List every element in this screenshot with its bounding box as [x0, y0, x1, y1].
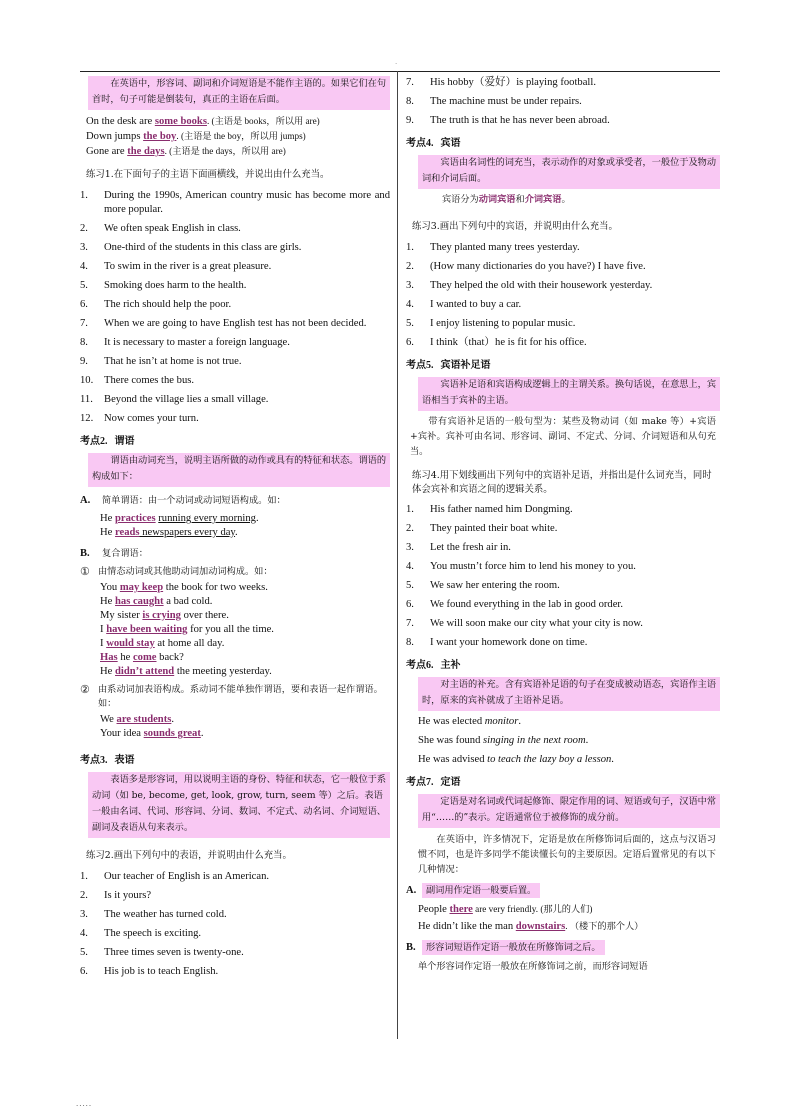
- list-item: 4. The speech is exciting.: [80, 928, 202, 939]
- example-line: We are students.: [100, 714, 175, 725]
- list-item: 6. His job is to teach English.: [80, 966, 219, 977]
- page-footer: .....: [76, 1100, 93, 1108]
- section-7-text: 在英语中，许多情况下，定语是放在所修饰词后面的，这点与汉语习惯不同，也是许多同学不能读懂长句的主要原因。定语后置常见的有以下几种情况：: [418, 834, 716, 875]
- section-7-heading: 考点7. 定语: [406, 777, 461, 788]
- example-line: My sister is crying over there.: [100, 610, 229, 621]
- list-item: 5. Three times seven is twenty-one.: [80, 947, 244, 958]
- section-3-highlight: 表语多是形容词，用以说明主语的身份、特征和状态，它一般位于系动词（如 be, become, get, look, grow, turn, seem 等）之后。表语一般由名词、代词、形容词、分词、数词、不定式、动名词、介词短语、副词及表语从句来表示。: [88, 772, 390, 838]
- list-item: 5. Smoking does harm to the health.: [80, 280, 247, 291]
- practice-3-heading: 练习3.画出下列句中的宾语，并说明由什么充当。: [412, 221, 618, 232]
- example-line: He didn’t attend the meeting yesterday.: [100, 666, 272, 677]
- example-line: She was found singing in the next room.: [418, 735, 589, 746]
- list-item: 2. (How many dictionaries do you have?) I have five.: [406, 261, 646, 272]
- list-item: 1. During the 1990s, American country music has become more and more popular.: [80, 190, 390, 215]
- left-column: [80, 76, 390, 984]
- section-2-b1-examples: [80, 581, 390, 679]
- list-item: 3. The weather has turned cold.: [80, 909, 227, 920]
- list-item: 6. The rich should help the poor.: [80, 299, 232, 310]
- practice-2-list: [80, 870, 390, 979]
- section-6-heading: 考点6. 主补: [406, 660, 461, 671]
- practice-1-list: [80, 189, 390, 426]
- section-5-heading: 考点5. 宾语补足语: [406, 360, 491, 371]
- section-3-heading: 考点3. 表语: [80, 755, 135, 766]
- section-7-a-examples: [406, 902, 720, 934]
- section-2-highlight: 谓语由动词充当，说明主语所做的动作或具有的特征和状态。谓语的构成如下：: [88, 453, 390, 487]
- list-item: 1. His father named him Dongming.: [406, 504, 573, 515]
- list-item: 4. You mustn’t force him to lend his money to you.: [406, 561, 636, 572]
- column-divider: [397, 71, 398, 1039]
- section-5-text: 带有宾语补足语的一般句型为：某些及物动词（如 make 等）+宾语+宾补。宾补可由名词、形容词、副词、不定式、分词、介词短语和从句充当。: [410, 416, 716, 457]
- list-item: 6. I think（that）he is fit for his office.: [406, 337, 587, 348]
- list-item: 11. Beyond the village lies a small village.: [80, 394, 269, 405]
- example-line: He didn’t like the man downstairs. （楼下的那个人）: [418, 921, 644, 932]
- list-item: 3. They helped the old with their housework yesterday.: [406, 280, 653, 291]
- example-line: He reads newspapers every day.: [100, 527, 238, 538]
- list-item: 9. That he isn’t at home is not true.: [80, 356, 242, 367]
- section-7-b-text: 单个形容词作定语一般放在所修饰词之前，而形容词短语: [418, 961, 648, 972]
- list-item: 6. We found everything in the lab in good order.: [406, 599, 624, 610]
- section-2-a-examples: [80, 512, 390, 540]
- list-item: 8. I want your homework done on time.: [406, 637, 588, 648]
- intro-example: Down jumps the boy. (主语是 the boy，所以用 jumps): [86, 131, 306, 142]
- section-7-b: B. 形容词短语作定语一般放在所修饰词之后。: [406, 940, 720, 955]
- section-6-examples: [406, 715, 720, 767]
- practice-2-heading: 练习2.画出下列句中的表语，并说明由什么充当。: [86, 850, 292, 861]
- list-item: 8. The machine must be under repairs.: [406, 96, 582, 107]
- example-line: You may keep the book for two weeks.: [100, 582, 268, 593]
- list-item: 2. We often speak English in class.: [80, 223, 241, 234]
- section-2-heading: 考点2. 谓语: [80, 436, 135, 447]
- intro-examples: [80, 114, 390, 159]
- practice-1-heading: 练习1.在下面句子的主语下面画横线，并说出由什么充当。: [86, 169, 330, 180]
- practice-4-list: [406, 503, 720, 650]
- list-item: 4. To swim in the river is a great pleasure.: [80, 261, 272, 272]
- example-line: He practices running every morning.: [100, 513, 259, 524]
- list-item: 1. Our teacher of English is an American.: [80, 871, 270, 882]
- list-item: 2. Is it yours?: [80, 890, 152, 901]
- example-line: He was advised to teach the lazy boy a lesson.: [418, 754, 614, 765]
- section-5-highlight: 宾语补足语和宾语构成逻辑上的主谓关系。换句话说，在意思上，宾语相当于宾补的主语。: [418, 377, 720, 411]
- list-item: 7. We will soon make our city what your city is now.: [406, 618, 643, 629]
- section-2-b: B. 复合谓语：: [80, 548, 148, 559]
- intro-example: On the desk are some books. (主语是 books，所以用 are): [86, 116, 320, 127]
- intro-highlight: 在英语中，形容词、副词和介词短语是不能作主语的。如果它们在句首时，句子可能是倒装句，真正的主语在后面。: [88, 76, 390, 110]
- intro-example: Gone are the days. (主语是 the days，所以用 are): [86, 146, 286, 157]
- example-line: People there are very friendly. (那儿的人们): [418, 904, 593, 915]
- right-column: [406, 76, 720, 974]
- list-item: 9. The truth is that he has never been abroad.: [406, 115, 610, 126]
- section-4-highlight: 宾语由名词性的词充当，表示动作的对象或承受者，一般位于及物动词和介词后面。: [418, 155, 720, 189]
- practice-2-list-cont: [406, 76, 720, 128]
- practice-3-list: [406, 241, 720, 350]
- section-2-b2: ② 由系动词加表语构成。系动词不能单独作谓语，要和表语一起作谓语。如：: [80, 683, 383, 709]
- list-item: 3. Let the fresh air in.: [406, 542, 511, 553]
- list-item: 3. One-third of the students in this class are girls.: [80, 242, 302, 253]
- list-item: 5. We saw her entering the room.: [406, 580, 560, 591]
- example-line: Has he come back?: [100, 652, 184, 663]
- list-item: 2. They painted their boat white.: [406, 523, 558, 534]
- example-line: I have been waiting for you all the time.: [100, 624, 274, 635]
- list-item: 12. Now comes your turn.: [80, 413, 199, 424]
- example-line: He has caught a bad cold.: [100, 596, 213, 607]
- list-item: 7. His hobby（爱好）is playing football.: [406, 77, 596, 88]
- example-line: Your idea sounds great.: [100, 728, 204, 739]
- example-line: I would stay at home all day.: [100, 638, 225, 649]
- section-2-b2-examples: [80, 713, 390, 741]
- list-item: 5. I enjoy listening to popular music.: [406, 318, 576, 329]
- section-7-highlight: 定语是对名词或代词起修饰、限定作用的词、短语或句子，汉语中常用“……的”表示。定语通常位于被修饰的成分前。: [418, 794, 720, 828]
- list-item: 1. They planted many trees yesterday.: [406, 242, 580, 253]
- page-top-mark: .: [395, 58, 398, 66]
- section-2-a: A. 简单谓语：由一个动词或动词短语构成。如：: [80, 495, 286, 506]
- section-4-heading: 考点4. 宾语: [406, 138, 461, 149]
- section-7-a: A. 副词用作定语一般要后置。: [406, 883, 720, 898]
- list-item: 10. There comes the bus.: [80, 375, 195, 386]
- section-2-b1: ① 由情态动词或其他助动词加动词构成。如：: [80, 565, 273, 578]
- section-4-types: 宾语分为动词宾语和介词宾语。: [442, 194, 571, 205]
- list-item: 4. I wanted to buy a car.: [406, 299, 522, 310]
- practice-4-heading: 练习4.用下划线画出下列句中的宾语补足语，并指出是什么词充当，同时体会宾补和宾语之间的逻辑关系。: [412, 470, 712, 495]
- list-item: 7. When we are going to have English test has not been decided.: [80, 318, 367, 329]
- header-rule: [80, 71, 720, 72]
- list-item: 8. It is necessary to master a foreign language.: [80, 337, 290, 348]
- section-6-highlight: 对主语的补充。含有宾语补足语的句子在变成被动语态，宾语作主语时，原来的宾补就成了主语补足语。: [418, 677, 720, 711]
- example-line: He was elected monitor.: [418, 716, 521, 727]
